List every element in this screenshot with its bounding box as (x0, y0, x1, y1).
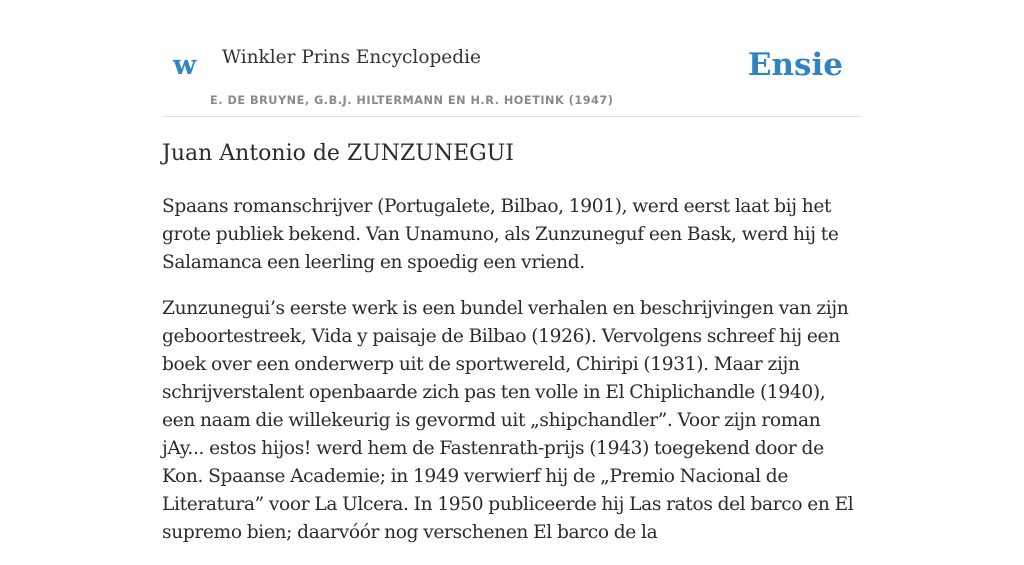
site-logo-icon[interactable]: w (173, 50, 197, 81)
site-subtitle: E. DE BRUYNE, G.B.J. HILTERMANN EN H.R. HOETINK (1947) (210, 94, 614, 107)
site-header (162, 0, 862, 117)
article-body (162, 193, 862, 565)
article-title: Juan Antonio de ZUNZUNEGUI (162, 141, 514, 166)
site-title[interactable]: Winkler Prins Encyclopedie (222, 47, 481, 68)
page (162, 0, 862, 543)
brand-logo[interactable]: Ensie (747, 47, 843, 83)
article-paragraph: Spaans romanschrijver (Portugalete, Bilbao, 1901), werd eerst laat bij het grote publiek bekend. Van Unamuno, als Zunzuneguf een Bask, werd hij te Salamanca een leerling en spoedig een vriend. (162, 196, 839, 273)
article-paragraph: Zunzunegui’s eerste werk is een bundel verhalen en beschrijvingen van zijn geboortestreek, Vida y paisaje de Bilbao (1926). Vervolgens schreef hij een boek over een onderwerp uit de sportwereld, Chiripi (1931). Maar zijn schrijverstalent openbaarde zich pas ten volle in El Chiplichandle (1940), een naam die willekeurig is gevormd uit „shipchandler”. Voor zijn roman jAy... estos hijos! werd hem de Fastenrath-prijs (1943) toegekend door de Kon. Spaanse Academie; in 1949 verwierf hij de „Premio Nacional de Literatura” voor La Ulcera. In 1950 publiceerde hij Las ratos del barco en El supremo bien; daarvóór nog verschenen El barco de la (162, 298, 854, 543)
